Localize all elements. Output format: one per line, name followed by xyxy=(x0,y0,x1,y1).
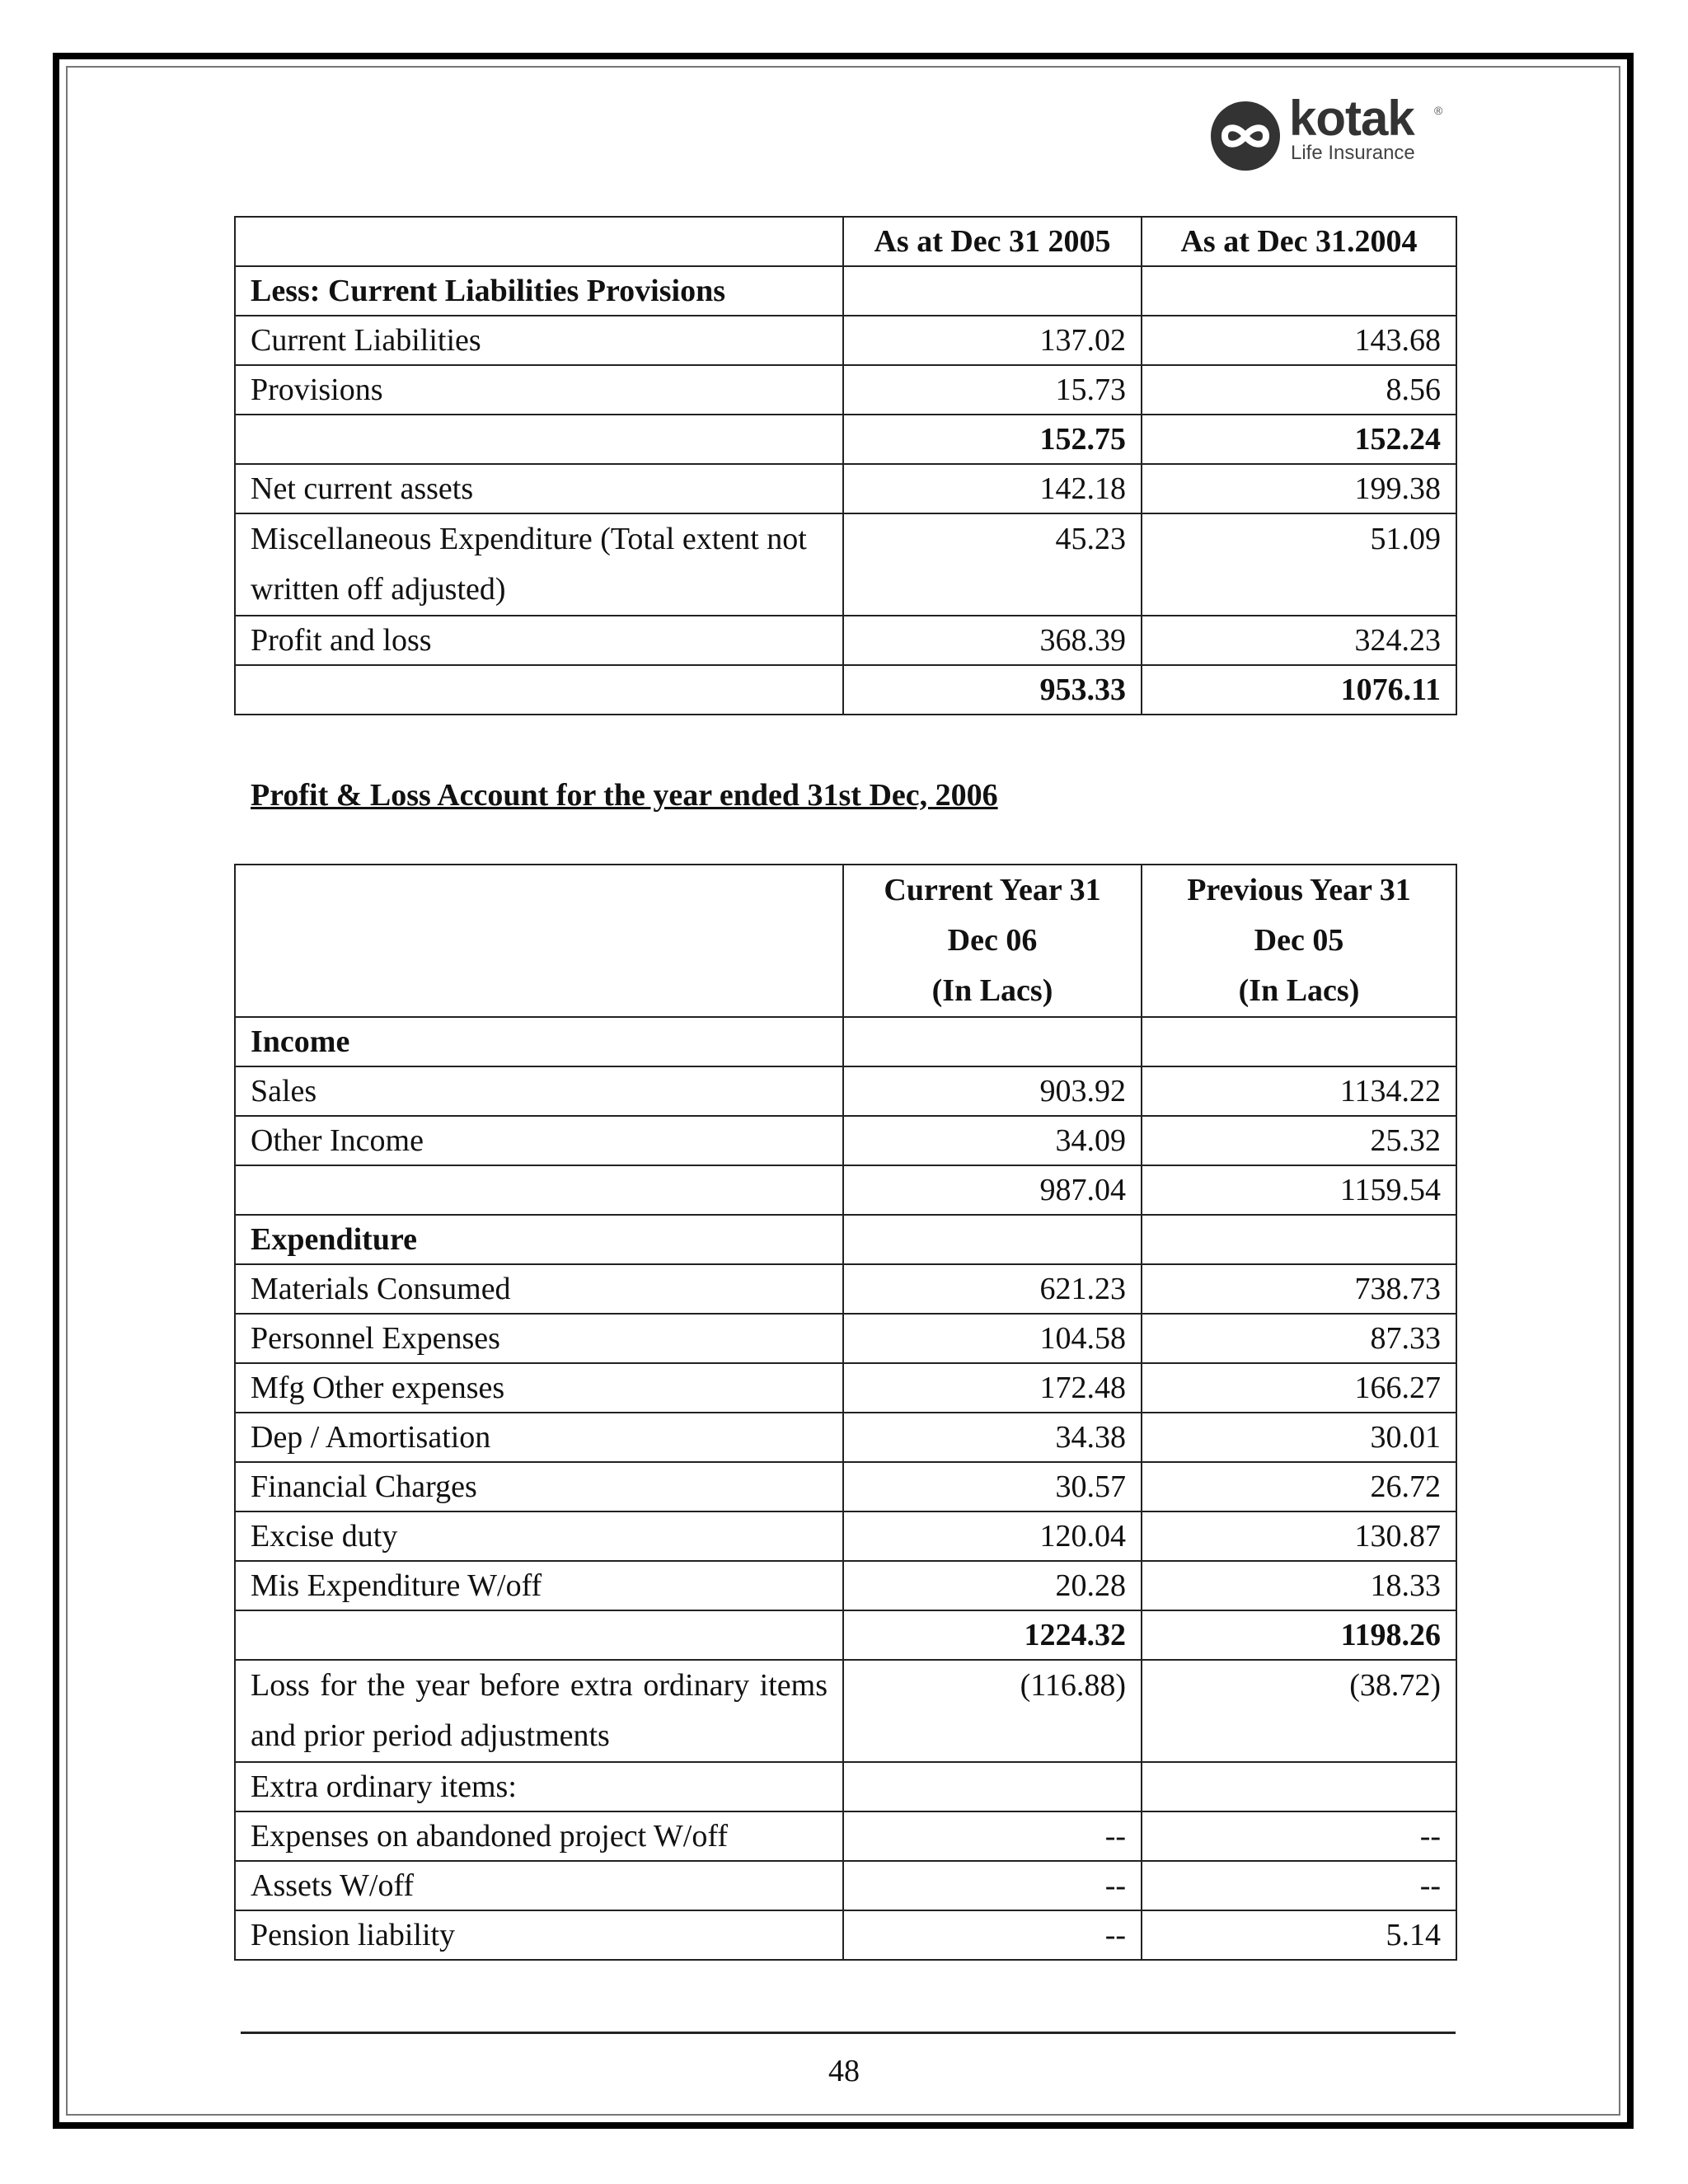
row-label xyxy=(235,1165,843,1215)
table-row xyxy=(235,1660,1456,1762)
header-cell-empty xyxy=(235,865,843,1017)
table-row xyxy=(235,316,1456,365)
table-row xyxy=(235,365,1456,415)
row-label: Mis Expenditure W/off xyxy=(235,1561,843,1610)
row-label: Mfg Other expenses xyxy=(235,1363,843,1413)
row-label: Profit and loss xyxy=(235,616,843,665)
row-label: Expenditure xyxy=(235,1215,843,1264)
row-label: Current Liabilities xyxy=(235,316,843,365)
balance-sheet-table xyxy=(234,216,1457,715)
previous-value: 25.32 xyxy=(1142,1116,1456,1165)
previous-value: 5.14 xyxy=(1142,1910,1456,1960)
total-row xyxy=(235,665,1456,715)
row-label: Excise duty xyxy=(235,1511,843,1561)
current-value: 172.48 xyxy=(843,1363,1142,1413)
row-label: Net current assets xyxy=(235,464,843,513)
subtotal-row xyxy=(235,1165,1456,1215)
current-value xyxy=(843,1017,1142,1066)
previous-value: 324.23 xyxy=(1142,616,1456,665)
table-row xyxy=(235,1762,1456,1811)
row-label: Personnel Expenses xyxy=(235,1314,843,1363)
previous-value xyxy=(1142,1017,1456,1066)
table-header-row xyxy=(235,217,1456,266)
current-value: 137.02 xyxy=(843,316,1142,365)
table-row xyxy=(235,1066,1456,1116)
total-row xyxy=(235,1610,1456,1660)
header-cell: As at Dec 31.2004 xyxy=(1142,217,1456,266)
current-value: 104.58 xyxy=(843,1314,1142,1363)
previous-value: 1159.54 xyxy=(1142,1165,1456,1215)
current-value: 20.28 xyxy=(843,1561,1142,1610)
current-value: 34.38 xyxy=(843,1413,1142,1462)
row-label: Expenses on abandoned project W/off xyxy=(235,1811,843,1861)
row-label: Materials Consumed xyxy=(235,1264,843,1314)
current-value: 30.57 xyxy=(843,1462,1142,1511)
kotak-infinity-icon xyxy=(1210,101,1281,171)
previous-value: 143.68 xyxy=(1142,316,1456,365)
row-label: Income xyxy=(235,1017,843,1066)
row-label: Pension liability xyxy=(235,1910,843,1960)
current-value xyxy=(843,266,1142,316)
current-value: 368.39 xyxy=(843,616,1142,665)
previous-value: 738.73 xyxy=(1142,1264,1456,1314)
current-value: (116.88) xyxy=(843,1660,1142,1762)
previous-value: 1134.22 xyxy=(1142,1066,1456,1116)
current-value: 15.73 xyxy=(843,365,1142,415)
table-row xyxy=(235,616,1456,665)
header-cell-current xyxy=(843,865,1142,1017)
header-line: (In Lacs) xyxy=(931,973,1053,1008)
row-label: Sales xyxy=(235,1066,843,1116)
table-row xyxy=(235,513,1456,616)
current-value: 45.23 xyxy=(843,513,1142,616)
previous-value: 130.87 xyxy=(1142,1511,1456,1561)
table-row xyxy=(235,1861,1456,1910)
previous-value: -- xyxy=(1142,1861,1456,1910)
table-row xyxy=(235,1116,1456,1165)
previous-value: 30.01 xyxy=(1142,1413,1456,1462)
previous-value: 8.56 xyxy=(1142,365,1456,415)
current-value: -- xyxy=(843,1811,1142,1861)
table-row xyxy=(235,1413,1456,1462)
table-row xyxy=(235,1215,1456,1264)
row-label: Less: Current Liabilities Provisions xyxy=(235,266,843,316)
kotak-logo xyxy=(1210,91,1449,173)
table-row xyxy=(235,1264,1456,1314)
previous-value xyxy=(1142,1762,1456,1811)
current-value: 903.92 xyxy=(843,1066,1142,1116)
table-row xyxy=(235,1017,1456,1066)
page-number: 48 xyxy=(828,2054,860,2088)
table-row xyxy=(235,1910,1456,1960)
previous-value: (38.72) xyxy=(1142,1660,1456,1762)
row-label: Extra ordinary items: xyxy=(235,1762,843,1811)
current-value xyxy=(843,1215,1142,1264)
row-label: Financial Charges xyxy=(235,1462,843,1511)
table-row xyxy=(235,266,1456,316)
current-value: 953.33 xyxy=(843,665,1142,715)
current-value: -- xyxy=(843,1861,1142,1910)
previous-value xyxy=(1142,1215,1456,1264)
profit-loss-table xyxy=(234,864,1457,1961)
table-row xyxy=(235,1314,1456,1363)
previous-value: 1198.26 xyxy=(1142,1610,1456,1660)
previous-value: 1076.11 xyxy=(1142,665,1456,715)
current-value xyxy=(843,1762,1142,1811)
row-label xyxy=(235,415,843,464)
header-line: (In Lacs) xyxy=(1238,973,1360,1008)
previous-value: 199.38 xyxy=(1142,464,1456,513)
header-line: Previous Year 31 xyxy=(1187,873,1411,907)
previous-value: -- xyxy=(1142,1811,1456,1861)
previous-value: 26.72 xyxy=(1142,1462,1456,1511)
table-row xyxy=(235,1511,1456,1561)
current-value: -- xyxy=(843,1910,1142,1960)
logo-subtitle: Life Insurance xyxy=(1291,142,1415,164)
logo-brand-text: kotak xyxy=(1289,91,1414,146)
header-line: Dec 05 xyxy=(1254,923,1344,958)
header-line: Dec 06 xyxy=(947,923,1038,958)
table-row xyxy=(235,464,1456,513)
current-value: 1224.32 xyxy=(843,1610,1142,1660)
previous-value: 87.33 xyxy=(1142,1314,1456,1363)
logo-registered-mark: ® xyxy=(1434,104,1443,117)
header-cell: As at Dec 31 2005 xyxy=(843,217,1142,266)
table-row xyxy=(235,1363,1456,1413)
row-label xyxy=(235,1610,843,1660)
header-line: Current Year 31 xyxy=(884,873,1101,907)
current-value: 120.04 xyxy=(843,1511,1142,1561)
previous-value xyxy=(1142,266,1456,316)
current-value: 34.09 xyxy=(843,1116,1142,1165)
current-value: 621.23 xyxy=(843,1264,1142,1314)
row-label: Dep / Amortisation xyxy=(235,1413,843,1462)
header-cell xyxy=(235,217,843,266)
current-value: 142.18 xyxy=(843,464,1142,513)
footer-divider xyxy=(241,2032,1456,2034)
subtotal-row xyxy=(235,415,1456,464)
table-row xyxy=(235,1561,1456,1610)
table-header-row xyxy=(235,865,1456,1017)
section-title: Profit & Loss Account for the year ended 31st Dec, 2006 xyxy=(251,778,998,813)
header-cell-previous xyxy=(1142,865,1456,1017)
previous-value: 152.24 xyxy=(1142,415,1456,464)
current-value: 987.04 xyxy=(843,1165,1142,1215)
row-label: Provisions xyxy=(235,365,843,415)
row-label: Loss for the year before extra ordinary items and prior period adjustments xyxy=(235,1660,843,1762)
row-label: Miscellaneous Expenditure (Total extent not written off adjusted) xyxy=(235,513,843,616)
row-label: Assets W/off xyxy=(235,1861,843,1910)
row-label: Other Income xyxy=(235,1116,843,1165)
table-row xyxy=(235,1811,1456,1861)
table-row xyxy=(235,1462,1456,1511)
current-value: 152.75 xyxy=(843,415,1142,464)
row-label xyxy=(235,665,843,715)
previous-value: 166.27 xyxy=(1142,1363,1456,1413)
previous-value: 18.33 xyxy=(1142,1561,1456,1610)
previous-value: 51.09 xyxy=(1142,513,1456,616)
